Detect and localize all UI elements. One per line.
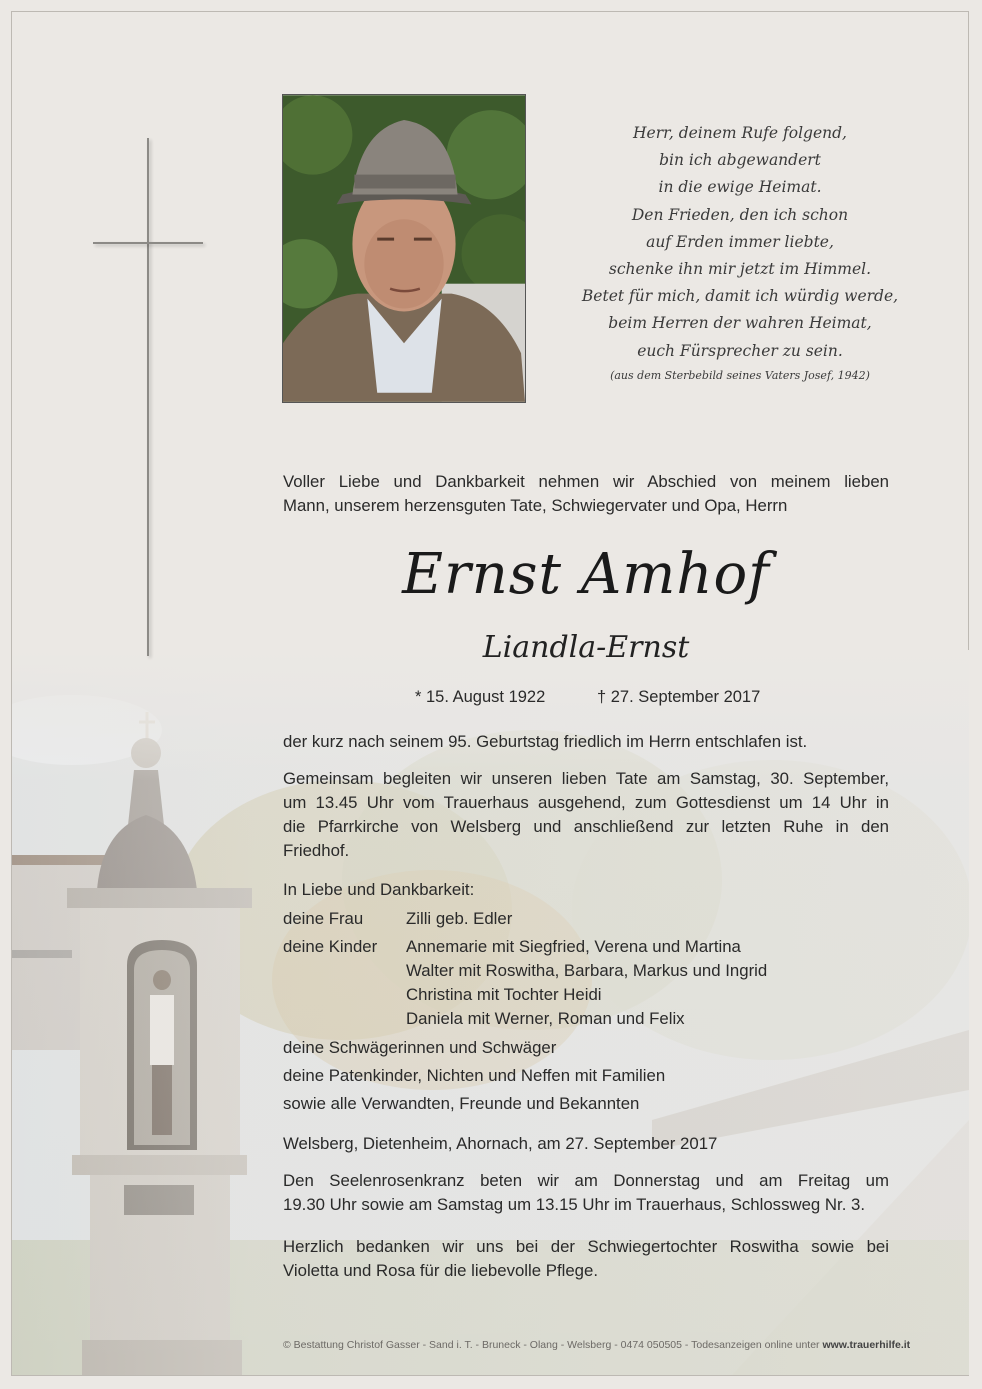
- quote-line: schenke ihn mir jetzt im Himmel.: [608, 260, 872, 279]
- intro-line: Mann, unserem herzensguten Tate, Schwiegervater und Opa, Herrn: [283, 496, 788, 515]
- mourner-value: Daniela mit Werner, Roman und Felix: [406, 1009, 685, 1028]
- passed-statement: der kurz nach seinem 95. Geburtstag friedlich im Herrn entschlafen ist.: [283, 732, 808, 751]
- mourner-value: Christina mit Tochter Heidi: [406, 985, 602, 1004]
- quote-line: in die ewige Heimat.: [658, 178, 822, 197]
- memorial-quote: [560, 120, 920, 385]
- footer-link[interactable]: www.trauerhilfe.it: [822, 1339, 911, 1351]
- mourners-heading: In Liebe und Dankbarkeit:: [283, 880, 475, 899]
- deceased-name: Ernst Amhof: [402, 542, 770, 607]
- footer-text: © Bestattung Christof Gasser - Sand i. T. - Bruneck - Olang - Welsberg - 0474 050505 - Todesanzeigen online unter: [283, 1339, 823, 1351]
- funeral-line: Friedhof.: [283, 841, 350, 860]
- portrait-photo: [282, 94, 526, 403]
- birth-date: * 15. August 1922: [415, 688, 546, 706]
- quote-line: Den Frieden, den ich schon: [631, 205, 849, 224]
- place-and-date: Welsberg, Dietenheim, Ahornach, am 27. September 2017: [283, 1134, 718, 1153]
- mourner-value: Annemarie mit Siegfried, Verena und Martina: [406, 937, 741, 956]
- funeral-line: Gemeinsam begleiten wir unseren lieben Tate am Samstag, 30. September,: [283, 769, 889, 788]
- mourner-others: deine Schwägerinnen und Schwäger: [283, 1038, 557, 1057]
- cross-vertical-beam: [147, 138, 149, 656]
- quote-line: euch Fürsprecher zu sein.: [637, 341, 843, 360]
- death-date: † 27. September 2017: [597, 688, 761, 706]
- rosary-line: 19.30 Uhr sowie am Samstag um 13.15 Uhr im Trauerhaus, Schlossweg Nr. 3.: [283, 1195, 866, 1214]
- thanks-line: Herzlich bedanken wir uns bei der Schwiegertochter Roswitha sowie bei: [283, 1237, 889, 1256]
- deceased-nickname: Liandla-Ernst: [482, 630, 690, 665]
- quote-line: auf Erden immer liebte,: [646, 232, 834, 251]
- quote-line: beim Herren der wahren Heimat,: [608, 314, 872, 333]
- quote-line: bin ich abgewandert: [659, 151, 821, 170]
- mourner-others: deine Patenkinder, Nichten und Neffen mit Familien: [283, 1066, 666, 1085]
- mourner-others: sowie alle Verwandten, Freunde und Bekannten: [283, 1094, 640, 1113]
- mourner-label: deine Frau: [283, 909, 364, 928]
- quote-line: Herr, deinem Rufe folgend,: [633, 124, 847, 142]
- cross-horizontal-beam: [93, 242, 203, 244]
- mourner-label: deine Kinder: [283, 937, 378, 956]
- quote-source: (aus dem Sterbebild seines Vaters Josef, 1942): [610, 368, 870, 382]
- mourner-value: Walter mit Roswitha, Barbara, Markus und Ingrid: [406, 961, 768, 980]
- footer-credit: [283, 1339, 933, 1351]
- funeral-line: um 13.45 Uhr vom Trauerhaus ausgehend, zum Gottesdienst um 14 Uhr in: [283, 793, 889, 812]
- intro-line: Voller Liebe und Dankbarkeit nehmen wir Abschied von meinem lieben: [283, 472, 889, 491]
- quote-line: Betet für mich, damit ich würdig werde,: [581, 287, 899, 306]
- mourner-value: Zilli geb. Edler: [406, 909, 513, 928]
- rosary-line: Den Seelenrosenkranz beten wir am Donnerstag und am Freitag um: [283, 1171, 889, 1190]
- funeral-line: die Pfarrkirche von Welsberg und anschließend zur letzten Ruhe in den: [283, 817, 889, 836]
- thanks-line: Violetta und Rosa für die liebevolle Pflege.: [283, 1261, 599, 1280]
